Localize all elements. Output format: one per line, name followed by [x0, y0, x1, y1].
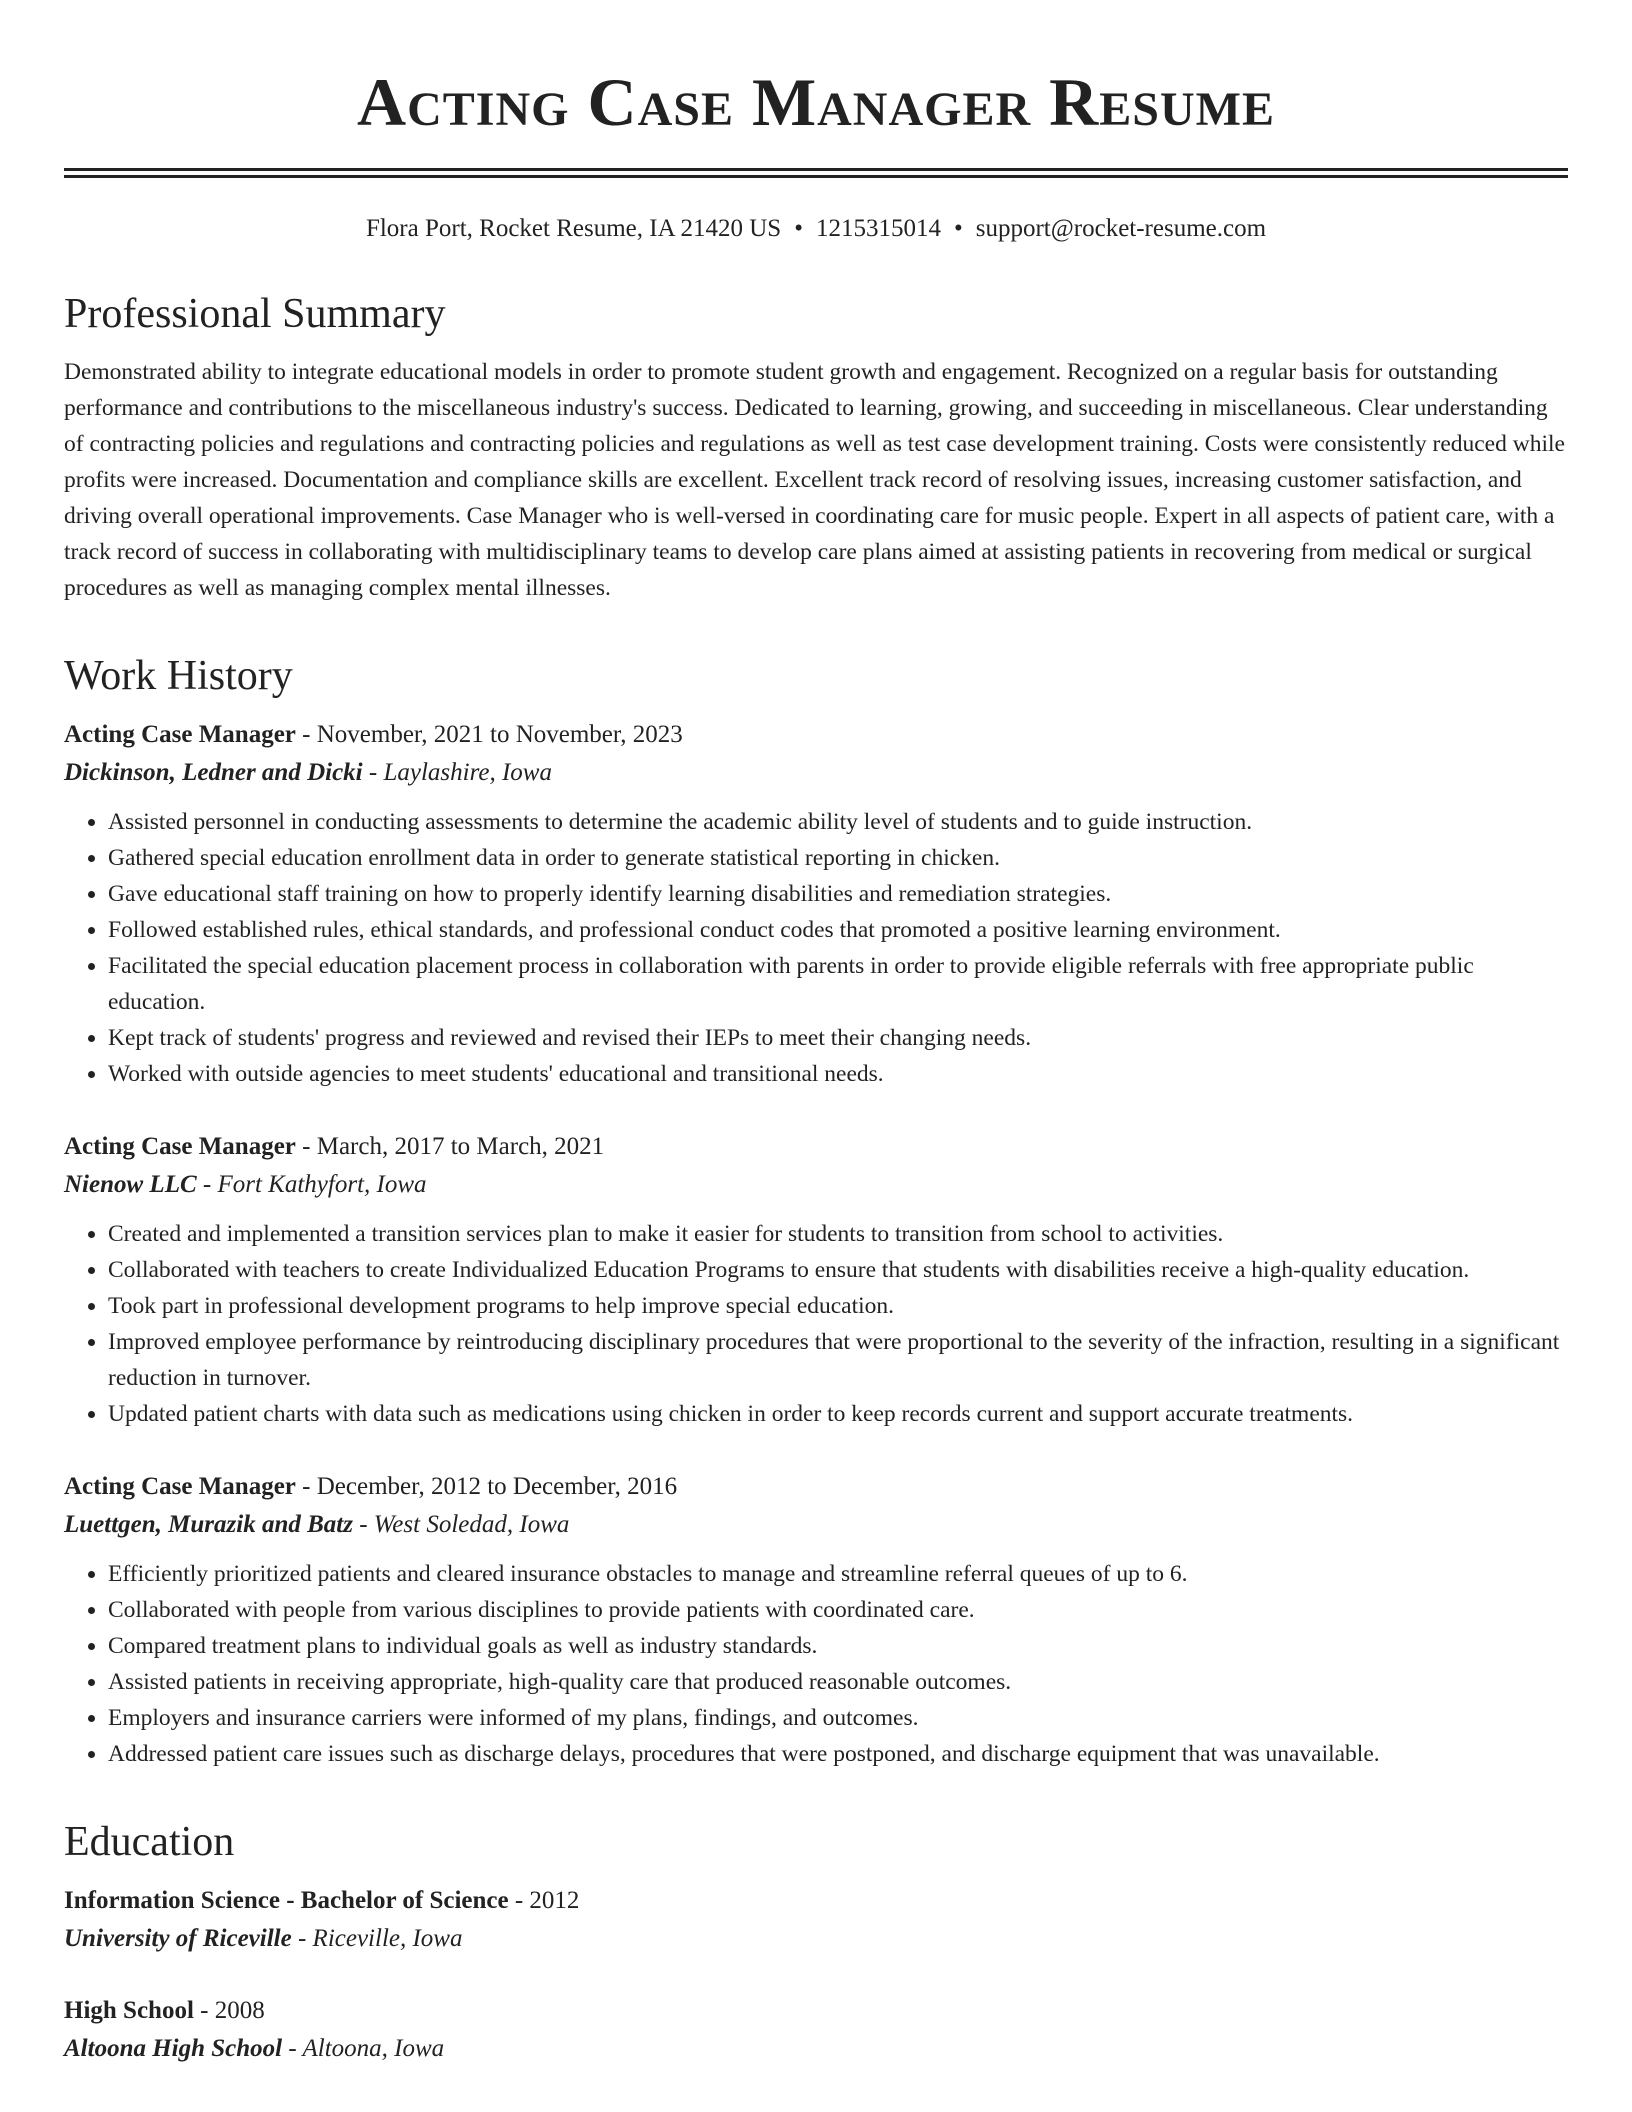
job-title: Acting Case Manager — [64, 721, 296, 748]
contact-phone: 1215315014 — [815, 215, 941, 242]
job-location: - Fort Kathyfort, Iowa — [196, 1171, 427, 1198]
job-location: - Laylashire, Iowa — [362, 759, 552, 786]
education-school: University of Riceville — [64, 1925, 292, 1952]
job-bullet: • Collaborated with people from various disciplines to provide patients with coordinated care. — [108, 1592, 1568, 1628]
education-degree-line — [64, 1882, 1568, 1920]
job-bullet: • Gave educational staff training on how to properly identify learning disabilities and remediation strategies. — [108, 876, 1568, 912]
job-location: - West Soledad, Iowa — [352, 1511, 570, 1538]
education-section — [64, 1816, 1568, 2068]
job-bullet: • Improved employee performance by reintroducing disciplinary procedures that were proportional to the severity of the infraction, resulting in a significant reduction in turnover. — [108, 1324, 1568, 1396]
job-bullet: • Addressed patient care issues such as discharge delays, procedures that were postponed, and discharge equipment that was unavailable. — [108, 1736, 1568, 1772]
education-degree: High School — [64, 1997, 194, 2024]
professional-summary-section — [64, 288, 1568, 606]
job-bullet: • Worked with outside agencies to meet students' educational and transitional needs. — [108, 1056, 1568, 1092]
job-company: Dickinson, Ledner and Dicki — [64, 759, 363, 786]
job-bullet: • Took part in professional development programs to help improve special education. — [108, 1288, 1568, 1324]
job-company: Luettgen, Murazik and Batz — [64, 1511, 353, 1538]
job-bullet: • Collaborated with teachers to create Individualized Education Programs to ensure that students with disabilities receive a high-quality education. — [108, 1252, 1568, 1288]
job-bullet: • Kept track of students' progress and reviewed and revised their IEPs to meet their changing needs. — [108, 1020, 1568, 1056]
education-school-line — [64, 2030, 1568, 2068]
education-school-line — [64, 1920, 1568, 1958]
job-bullet: • Followed established rules, ethical standards, and professional conduct codes that promoted a positive learning environment. — [108, 912, 1568, 948]
job-bullet: • Facilitated the special education placement process in collaboration with parents in order to provide eligible referrals with free appropriate public education. — [108, 948, 1568, 1020]
education-entry — [64, 1882, 1568, 1958]
contact-address: Flora Port, Rocket Resume, IA 21420 US — [365, 215, 782, 242]
work-history-heading: Work History — [64, 653, 293, 699]
job-bullet-list — [64, 1216, 1568, 1432]
job-bullet: • Updated patient charts with data such as medications using chicken in order to keep records current and support accurate treatments. — [108, 1396, 1568, 1432]
professional-summary-text: Demonstrated ability to integrate educational models in order to promote student growth and engagement. Recognized on a regular basis for outstanding performance and contributions to the miscellaneous industry's success. Dedicated to learning, growing, and succeeding in miscellaneous. Clear understanding of contracting policies and regulations and contracting policies and regulations as well as test case development training. Costs were consistently reduced while profits were increased. Documentation and compliance skills are excellent. Excellent track record of resolving issues, increasing customer satisfaction, and driving overall operational improvements. Case Manager who is well-versed in coordinating care for music people. Expert in all aspects of patient care, with a track record of success in collaborating with multidisciplinary teams to develop care plans aimed at assisting patients in recovering from medical or surgical procedures as well as managing complex mental illnesses. — [64, 359, 1565, 601]
education-entry — [64, 1992, 1568, 2068]
contact-separator: • — [794, 215, 803, 242]
education-heading: Education — [64, 1819, 235, 1865]
job-bullet-list — [64, 1556, 1568, 1772]
job-title-line — [64, 1128, 1568, 1166]
contact-separator: • — [953, 215, 963, 242]
job-bullet: • Created and implemented a transition services plan to make it easier for students to transition from school to activities. — [108, 1216, 1568, 1252]
job-entry — [64, 716, 1568, 1092]
education-year: - 2012 — [508, 1887, 580, 1914]
title-divider — [64, 168, 1568, 178]
education-school: Altoona High School — [64, 2035, 283, 2062]
education-location: - Altoona, Iowa — [282, 2035, 445, 2062]
job-company-line — [64, 754, 1568, 792]
job-company: Nienow LLC — [64, 1171, 197, 1198]
job-entry — [64, 1128, 1568, 1432]
job-entry — [64, 1468, 1568, 1772]
contact-email: support@rocket-resume.com — [975, 215, 1267, 242]
resume-title: Acting Case Manager Resume — [357, 64, 1275, 140]
job-bullet: • Gathered special education enrollment data in order to generate statistical reporting in chicken. — [108, 840, 1568, 876]
job-title: Acting Case Manager — [64, 1133, 296, 1160]
job-company-line — [64, 1166, 1568, 1204]
education-year: - 2008 — [193, 1997, 265, 2024]
job-bullet: • Compared treatment plans to individual goals as well as industry standards. — [108, 1628, 1568, 1664]
job-company-line — [64, 1506, 1568, 1544]
education-degree-line — [64, 1992, 1568, 2030]
job-dates: - November, 2021 to November, 2023 — [295, 721, 683, 748]
job-bullet: • Assisted personnel in conducting assessments to determine the academic ability level of students and to guide instruction. — [108, 804, 1568, 840]
job-title-line — [64, 1468, 1568, 1506]
job-bullet-list — [64, 804, 1568, 1092]
professional-summary-heading: Professional Summary — [64, 291, 446, 337]
job-dates: - March, 2017 to March, 2021 — [295, 1133, 605, 1160]
job-bullet: • Employers and insurance carriers were informed of my plans, findings, and outcomes. — [108, 1700, 1568, 1736]
job-bullet: • Efficiently prioritized patients and cleared insurance obstacles to manage and streamline referral queues of up to 6. — [108, 1556, 1568, 1592]
job-bullet: • Assisted patients in receiving appropriate, high-quality care that produced reasonable outcomes. — [108, 1664, 1568, 1700]
education-location: - Riceville, Iowa — [291, 1925, 463, 1952]
job-title-line — [64, 716, 1568, 754]
job-title: Acting Case Manager — [64, 1473, 296, 1500]
contact-line — [64, 214, 1568, 244]
education-degree: Information Science - Bachelor of Science — [64, 1887, 509, 1914]
job-dates: - December, 2012 to December, 2016 — [295, 1473, 678, 1500]
work-history-section — [64, 650, 1568, 1772]
